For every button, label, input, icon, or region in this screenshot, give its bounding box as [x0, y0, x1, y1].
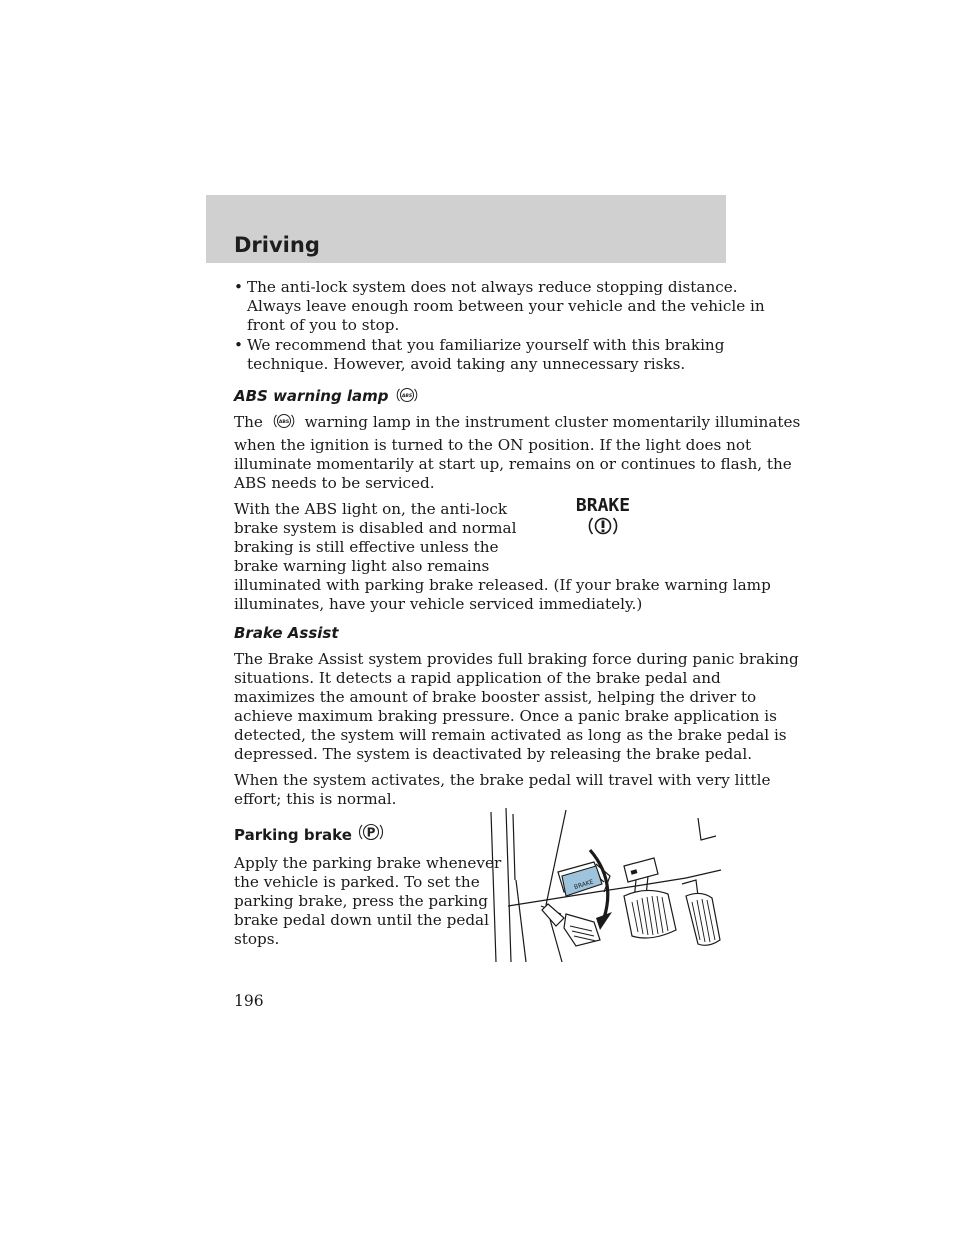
abs-warning-icon: [272, 411, 296, 431]
svg-text:BRAKE: BRAKE: [573, 878, 595, 891]
abs-paragraph-line: brake warning light also remains: [234, 557, 490, 575]
parking-brake-line: brake pedal down until the pedal: [234, 911, 489, 929]
brake-assist-line: When the system activates, the brake pedal will travel with very little: [234, 771, 771, 789]
brake-lamp-text: BRAKE: [575, 495, 631, 516]
brake-assist-line: The Brake Assist system provides full braking force during panic braking: [234, 650, 799, 668]
svg-text:ABS: ABS: [278, 420, 289, 425]
parking-brake-line: parking brake, press the parking: [234, 892, 488, 910]
brake-assist-line: maximizes the amount of brake booster assist, helping the driver to: [234, 688, 757, 706]
exclamation-warning-icon: [573, 513, 633, 539]
brake-assist-heading: Brake Assist: [234, 624, 339, 642]
brake-assist-line: achieve maximum braking pressure. Once a panic brake application is: [234, 707, 777, 725]
abs-heading: ABS warning lamp ABS: [234, 387, 418, 405]
svg-text:P: P: [366, 825, 376, 839]
svg-text:ABS: ABS: [401, 393, 412, 399]
section-title: Driving: [234, 233, 320, 257]
brake-assist-line: depressed. The system is deactivated by releasing the brake pedal.: [234, 745, 753, 763]
brake-assist-line: detected, the system will remain activated as long as the brake pedal is: [234, 726, 787, 744]
abs-paragraph-line: The ABS warning lamp in the instrument cluster momentarily illuminates: [234, 413, 801, 431]
parking-brake-pedal-illustration: [486, 800, 730, 966]
parking-brake-icon: [358, 820, 384, 844]
abs-paragraph-line: ABS needs to be serviced.: [234, 474, 435, 492]
abs-paragraph-line: illuminate momentarily at start up, remains on or continues to flash, the: [234, 455, 792, 473]
abs-paragraph-line: illuminated with parking brake released. (If your brake warning lamp: [234, 576, 771, 594]
brake-assist-line: situations. It detects a rapid application of the brake pedal and: [234, 669, 721, 687]
parking-brake-line: Apply the parking brake whenever: [234, 854, 502, 872]
abs-paragraph-line: With the ABS light on, the anti-lock: [234, 500, 508, 518]
brake-assist-line: effort; this is normal.: [234, 790, 397, 808]
page-number: 196: [234, 992, 264, 1010]
abs-paragraph-line: braking is still effective unless the: [234, 538, 499, 556]
abs-paragraph-line: illuminates, have your vehicle serviced immediately.): [234, 595, 643, 613]
parking-brake-heading: Parking brake P: [234, 826, 384, 844]
abs-paragraph-line: brake system is disabled and normal: [234, 519, 517, 537]
parking-brake-line: the vehicle is parked. To set the: [234, 873, 480, 891]
brake-warning-lamp: [573, 495, 633, 539]
abs-warning-icon: [396, 385, 418, 405]
parking-brake-line: stops.: [234, 930, 280, 948]
abs-paragraph-line: when the ignition is turned to the ON position. If the light does not: [234, 436, 752, 454]
